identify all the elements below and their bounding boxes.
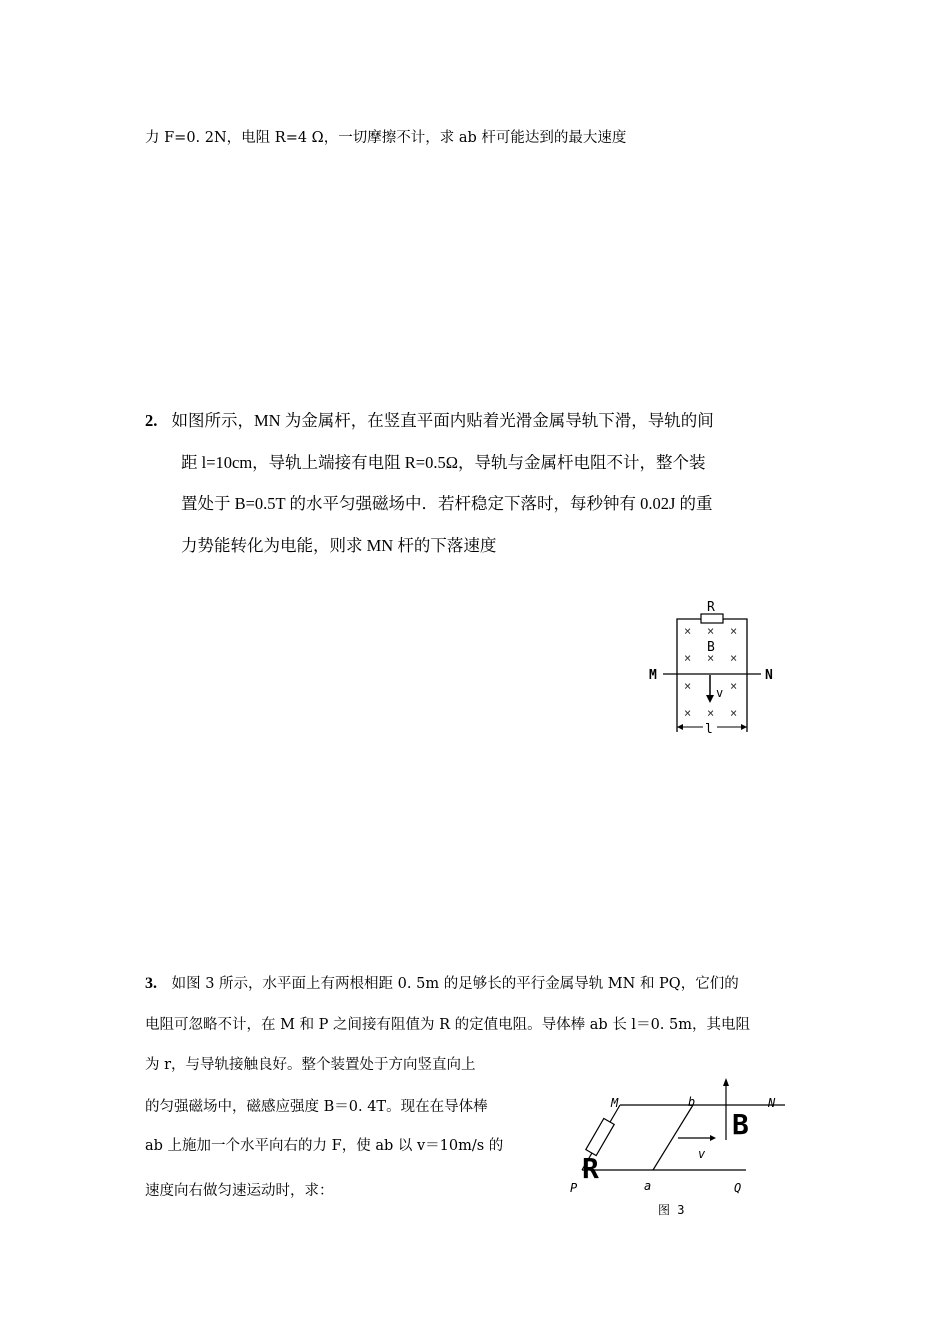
field-cross: ×: [684, 651, 692, 665]
rod-label-m: M: [649, 668, 657, 683]
field-cross: ×: [730, 624, 738, 638]
resistor: [701, 614, 723, 623]
resistor-label-r: R: [582, 1152, 599, 1185]
field-label: B: [707, 640, 715, 655]
label-p: P: [570, 1181, 578, 1195]
field-cross: ×: [730, 706, 738, 720]
problem3-line2: 电阻可忽略不计，在 M 和 P 之间接有阻值为 R 的定值电阻。导体棒 ab 长 l＝0. 5m，其电阻: [145, 1017, 750, 1033]
field-cross: ×: [707, 624, 715, 638]
problem3-line6: 速度向右做匀速运动时，求：: [145, 1183, 334, 1199]
field-cross: ×: [707, 651, 715, 665]
problem3-line1: [145, 974, 739, 994]
field-cross: ×: [730, 651, 738, 665]
label-m: M: [611, 1096, 619, 1110]
rod-label-n: N: [765, 668, 773, 683]
problem2-figure: [645, 595, 785, 745]
field-label-b: B: [732, 1108, 749, 1141]
problem3-text-1: 如图 3 所示，水平面上有两根相距 0. 5m 的足够长的平行金属导轨 MN 和 PQ，它们的: [171, 976, 739, 992]
label-q: Q: [734, 1181, 742, 1195]
problem3-line5: ab 上施加一个水平向右的力 F，使 ab 以 v＝10m/s 的: [145, 1138, 504, 1154]
width-arrow-left: [677, 724, 683, 730]
problem3-line3: 为 r，与导轨接触良好。整个装置处于方向竖直向上: [145, 1057, 476, 1073]
figure-caption: 图 3: [658, 1203, 685, 1217]
velocity-label: v: [698, 1147, 706, 1161]
problem2-number: 2.: [145, 411, 158, 430]
field-cross: ×: [707, 706, 715, 720]
problem2-line3: 置处于 B=0.5T 的水平匀强磁场中．若杆稳定下落时，每秒钟有 0.02J 的重: [181, 494, 713, 513]
problem2-line4: 力势能转化为电能，则求 MN 杆的下落速度: [181, 536, 497, 555]
problem2-text-1: 如图所示，MN 为金属杆，在竖直平面内贴着光滑金属导轨下滑，导轨的间: [171, 411, 714, 430]
velocity-label: v: [716, 686, 724, 700]
field-cross: ×: [684, 624, 692, 638]
field-arrowhead: [723, 1078, 729, 1086]
label-b: b: [688, 1095, 696, 1109]
velocity-arrowhead: [710, 1135, 716, 1141]
problem1-text: 力 F=0. 2N，电阻 R=4 Ω，一切摩擦不计，求 ab 杆可能达到的最大速度: [145, 130, 627, 146]
field-cross: ×: [684, 679, 692, 693]
width-arrow-right: [741, 724, 747, 730]
width-label: l: [705, 722, 713, 737]
velocity-arrowhead: [706, 695, 714, 703]
field-cross: ×: [730, 679, 738, 693]
problem2-line2: 距 l=10cm，导轨上端接有电阻 R=0.5Ω，导轨与金属杆电阻不计，整个装: [181, 453, 706, 472]
label-n: N: [768, 1096, 776, 1110]
label-a: a: [644, 1179, 652, 1193]
problem3-number: 3.: [145, 975, 157, 992]
problem2-line1: [145, 411, 714, 431]
resistor-r: [586, 1118, 614, 1155]
problem3-figure: [560, 1070, 800, 1220]
field-cross: ×: [684, 706, 692, 720]
resistor-label: R: [707, 600, 715, 615]
problem3-line4: 的匀强磁场中，磁感应强度 B＝0. 4T。现在在导体棒: [145, 1099, 488, 1115]
